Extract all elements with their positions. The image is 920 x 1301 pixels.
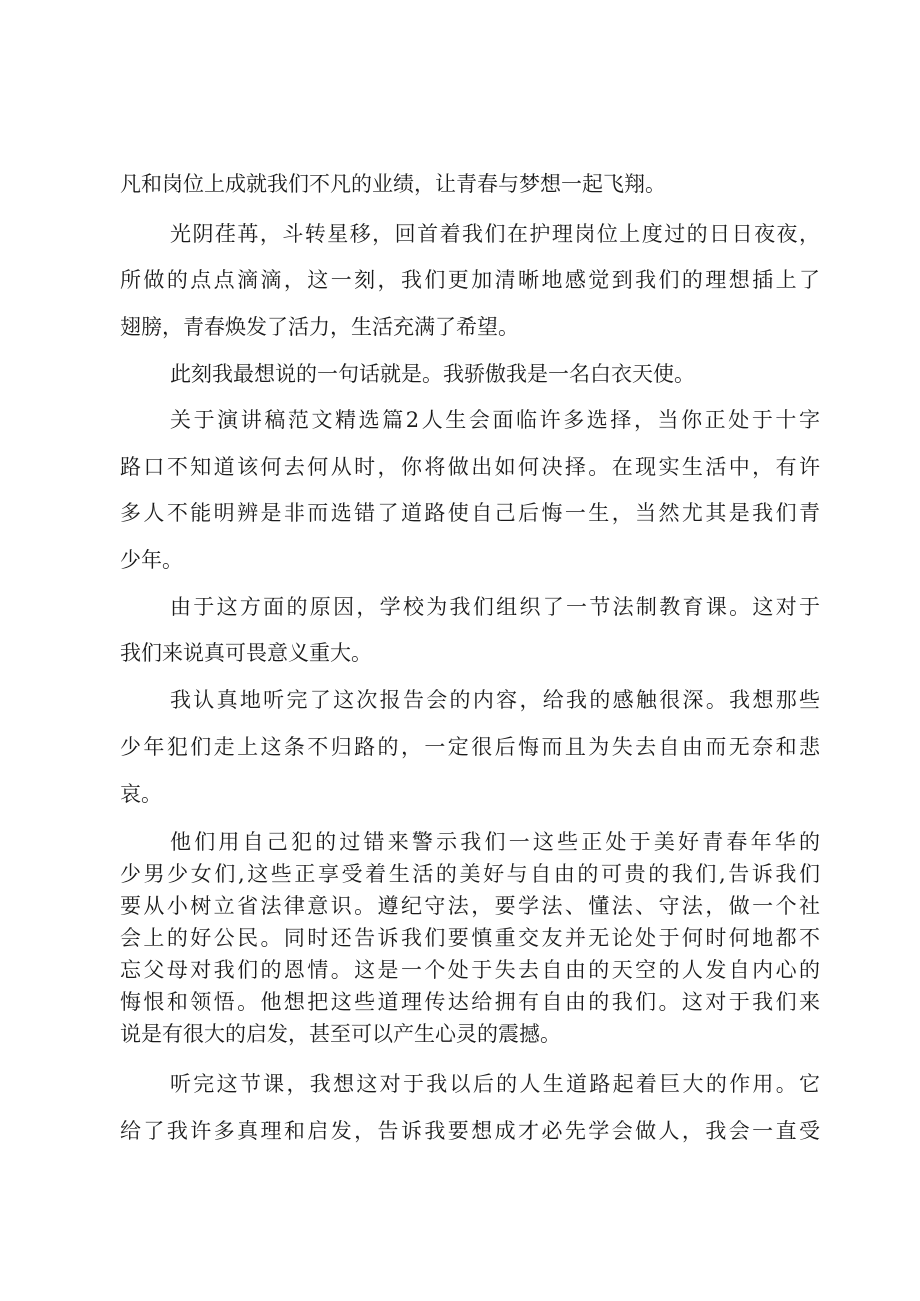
paragraph-line: 少年。 bbox=[120, 548, 183, 572]
paragraph-line: 听完这节课，我想这对于我以后的人生道路起着巨大的作用。它 bbox=[170, 1072, 820, 1096]
paragraph-line: 说是有很大的启发，甚至可以产生心灵的震撼。 bbox=[120, 1022, 561, 1046]
paragraph-line: 所做的点点滴滴，这一刻，我们更加清晰地感觉到我们的理想插上了 bbox=[120, 268, 820, 292]
paragraph-line: 由于这方面的原因，学校为我们组织了一节法制教育课。这对于 bbox=[170, 595, 820, 619]
paragraph-line: 给了我许多真理和启发，告诉我要想成才必先学会做人，我会一直受 bbox=[120, 1119, 820, 1143]
paragraph-line: 少男少女们,这些正享受着生活的美好与自由的可贵的我们,告诉我们 bbox=[120, 862, 820, 886]
paragraph-line: 少年犯们走上这条不归路的，一定很后悔而且为失去自由而无奈和悲 bbox=[120, 735, 820, 759]
paragraph-line: 此刻我最想说的一句话就是。我骄傲我是一名白衣天使。 bbox=[170, 362, 695, 386]
paragraph-line: 忘父母对我们的恩情。这是一个处于失去自由的天空的人发自内心的 bbox=[120, 958, 820, 982]
paragraph-line: 路口不知道该何去何从时，你将做出如何决择。在现实生活中，有许 bbox=[120, 455, 820, 479]
paragraph-line: 我们来说真可畏意义重大。 bbox=[120, 641, 372, 665]
paragraph-line: 会上的好公民。同时还告诉我们要慎重交友并无论处于何时何地都不 bbox=[120, 926, 820, 950]
paragraph-line: 哀。 bbox=[120, 782, 162, 806]
paragraph-line: 光阴荏苒，斗转星移，回首着我们在护理岗位上度过的日日夜夜， bbox=[170, 222, 820, 246]
paragraph-line: 凡和岗位上成就我们不凡的业绩，让青春与梦想一起飞翔。 bbox=[120, 172, 666, 196]
paragraph-line: 多人不能明辨是非而选错了道路使自己后悔一生，当然尤其是我们青 bbox=[120, 501, 820, 525]
paragraph-line: 我认真地听完了这次报告会的内容，给我的感触很深。我想那些 bbox=[170, 688, 820, 712]
paragraph-line: 悔恨和领悟。他想把这些道理传达给拥有自由的我们。这对于我们来 bbox=[120, 990, 820, 1014]
paragraph-line: 翅膀，青春焕发了活力，生活充满了希望。 bbox=[120, 315, 519, 339]
paragraph-line: 他们用自己犯的过错来警示我们一这些正处于美好青春年华的 bbox=[170, 830, 820, 854]
paragraph-line: 关于演讲稿范文精选篇2人生会面临许多选择，当你正处于十字 bbox=[170, 408, 820, 432]
paragraph-line: 要从小树立省法律意识。遵纪守法，要学法、懂法、守法，做一个社 bbox=[120, 894, 820, 918]
